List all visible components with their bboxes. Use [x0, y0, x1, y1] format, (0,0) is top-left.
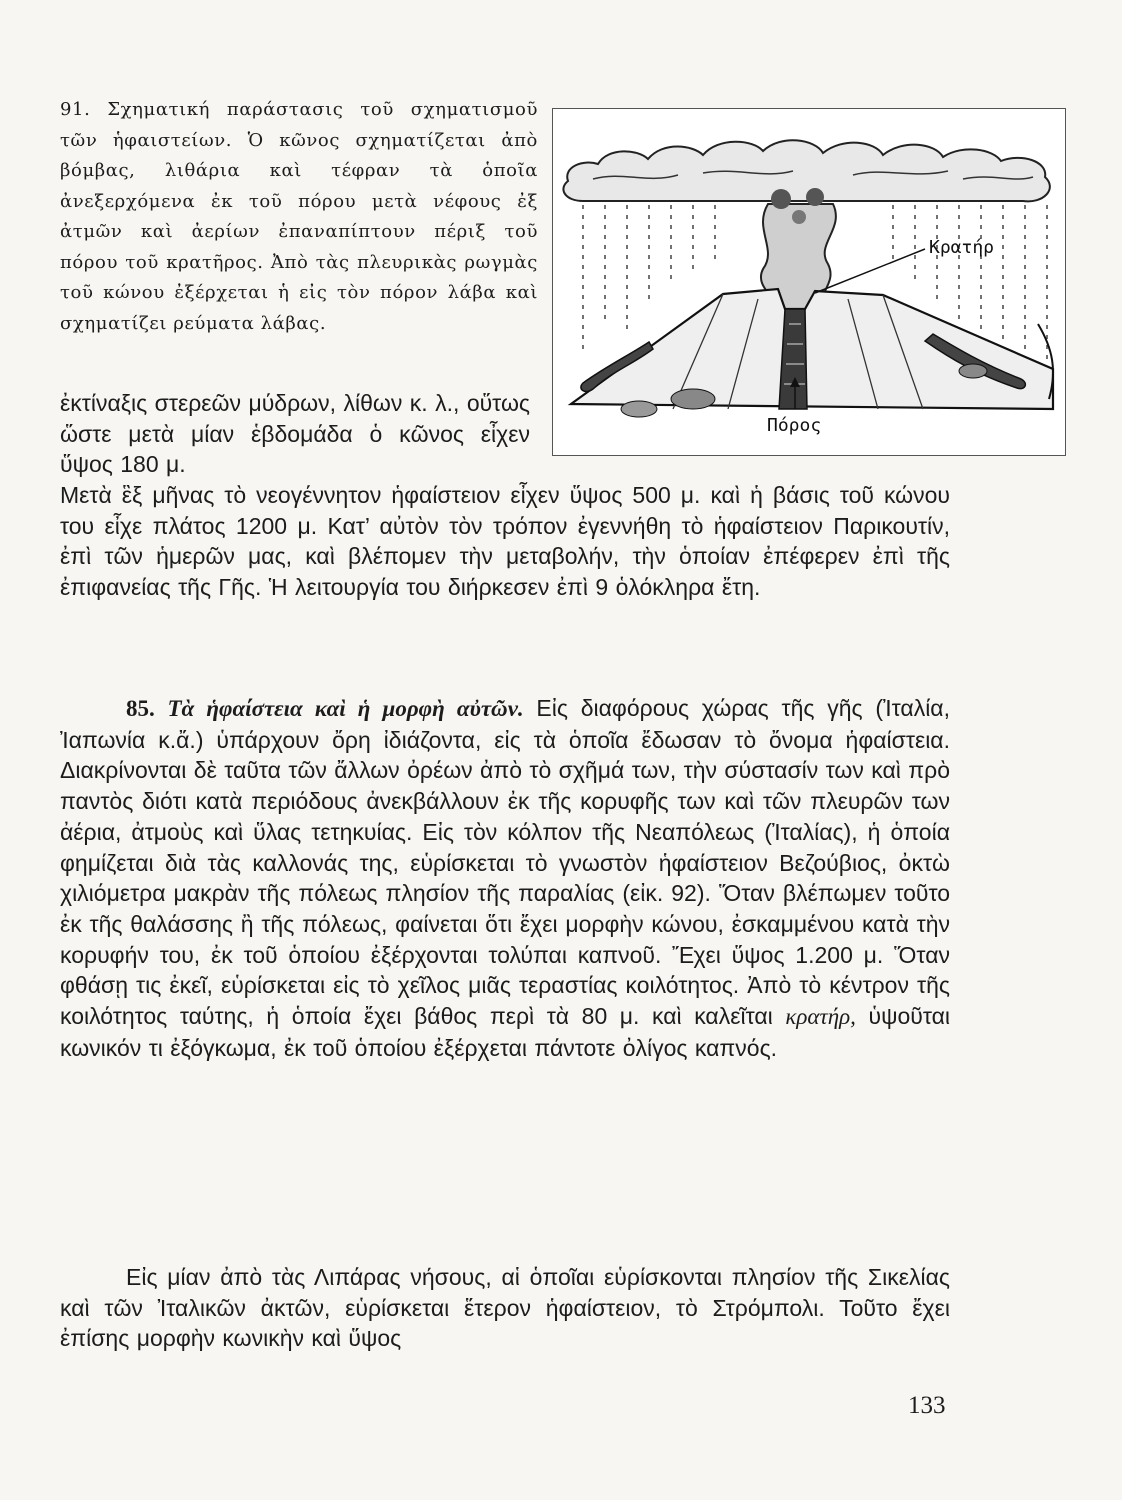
section-title: Τὰ ἡφαίστεια καὶ ἡ μορφὴ αὐτῶν.: [167, 696, 524, 721]
wrapped-paragraph: ἐκτίναξις στερεῶν μύδρων, λίθων κ. λ., οὕτως ὥστε μετὰ μίαν ἑβδομάδα ὁ κῶνος εἶχεν ὕψος 180 μ.: [60, 390, 530, 478]
paragraph-continuation: Μετὰ ἓξ μῆνας τὸ νεογέννητον ἡφαίστειον εἶχεν ὕψος 500 μ. καὶ ἡ βάσις τοῦ κώνου του εἶχε πλάτος 1200 μ. Κατ’ αὐτὸν τὸν τρόπον ἐγεννήθη τὸ ἡφαίστειον Παρικουτίν, ἐπὶ τῶν ἡμερῶν μας, καὶ βλέπομεν τὴν μεταβολήν, τὴν ὁποίαν ἐπέφερεν ἐπὶ τῆς ἐπιφανείας τῆς Γῆς. Ἡ λειτουργία του διήρκεσεν ἐπὶ 9 ὁλόκληρα ἔτη.: [60, 482, 950, 601]
term-crater: κρατήρ,: [785, 1004, 856, 1030]
section-paragraph: [60, 693, 950, 1063]
volcano-illustration: [553, 109, 1065, 455]
section-text-part1: Εἰς διαφόρους χώρας τῆς γῆς (Ἰταλία, Ἰαπωνία κ.ἄ.) ὑπάρχουν ὄρη ἰδιάζοντα, εἰς τὰ ὁποῖα ἔδωσαν τὸ ὄνομα ἡφαίστεια. Διακρίνονται δὲ ταῦτα τῶν ἄλλων ὀρέων ἀπὸ τὸ σχῆμά των, τὴν σύστασίν των καὶ πρὸ παντὸς διότι κατὰ περιόδους ἀνεκβάλλουν ἐκ τῆς κορυφῆς των καὶ τῶν πλευρῶν των ἀέρια, ἀτμοὺς καὶ ὕλας τετηκυίας. Εἰς τὸν κόλπον τῆς Νεαπόλεως (Ἰταλίας), ἡ ὁποία φημίζεται διὰ τὰς καλλονάς της, εὑρίσκεται τὸ γνωστὸν ἡφαίστειον Βεζούβιος, ὀκτὼ χιλιόμετρα μακρὰν τῆς πόλεως πλησίον τῆς παραλίας (εἰκ. 92). Ὅταν βλέπωμεν τοῦτο ἐκ τῆς θαλάσσης ἢ τῆς πόλεως, φαίνεται ὅτι ἔχει μορφὴν κώνου, ἐσκαμμένου κατὰ τὴν κορυφήν του, ἐκ τοῦ ὁποίου ἐξέρχονται τολύπαι καπνοῦ. Ἔχει ὕψος 1.200 μ. Ὅταν φθάσῃ τις ἐκεῖ, εὑρίσκεται εἰς τὸ χεῖλος μιᾶς τεραστίας κοιλότητος. Ἀπὸ τὸ κέντρον τῆς κοιλότητος ταύτης, ἡ ὁποία ἔχει βάθος περὶ τὰ 80 μ. καὶ καλεῖται: [60, 695, 951, 1030]
label-crater: Κρατήρ: [929, 237, 995, 258]
figure-caption: 91. Σχηματική παράστασις τοῦ σχηματισμοῦ τῶν ἡφαιστείων. Ὁ κῶνος σχηματίζεται ἀπὸ βόμβας, λιθάρια καὶ τέφραν τὰ ὁποῖα ἀνεξερχόμενα ἐκ τοῦ πόρου μετὰ νέφους ἐξ ἀτμῶν καὶ ἀερίων ἐπαναπίπτουν πέριξ τοῦ πόρου τοῦ κρατῆρος. Ἀπὸ τὰς πλευρικὰς ρωγμὰς τοῦ κώνου ἐξέρχεται ἡ εἰς τὸν πόρον λάβα καὶ σχηματίζει ρεύματα λάβας.: [60, 99, 538, 334]
section-text-part2: ὑψοῦται κωνικόν τι ἐξόγκωμα, ἐκ τοῦ ὁποίου ἐξέρχεται πάντοτε ὀλίγος καπνός.: [60, 1003, 951, 1061]
stromboli-paragraph: Εἰς μίαν ἀπὸ τὰς Λιπάρας νήσους, αἱ ὁποῖαι εὑρίσκονται πλησίον τῆς Σικελίας καὶ τῶν Ἰταλικῶν ἀκτῶν, εὑρίσκεται ἕτερον ἡφαίστειον, τὸ Στρόμπολι. Τοῦτο ἔχει ἐπίσης μορφὴν κωνικὴν καὶ ὕψος: [60, 1264, 950, 1352]
eruption-cloud: [563, 140, 1049, 201]
label-conduit: Πόρος: [767, 415, 822, 436]
volcano-diagram: [552, 108, 1066, 456]
page-number: 133: [908, 1392, 946, 1419]
section-number: 85.: [126, 696, 155, 721]
